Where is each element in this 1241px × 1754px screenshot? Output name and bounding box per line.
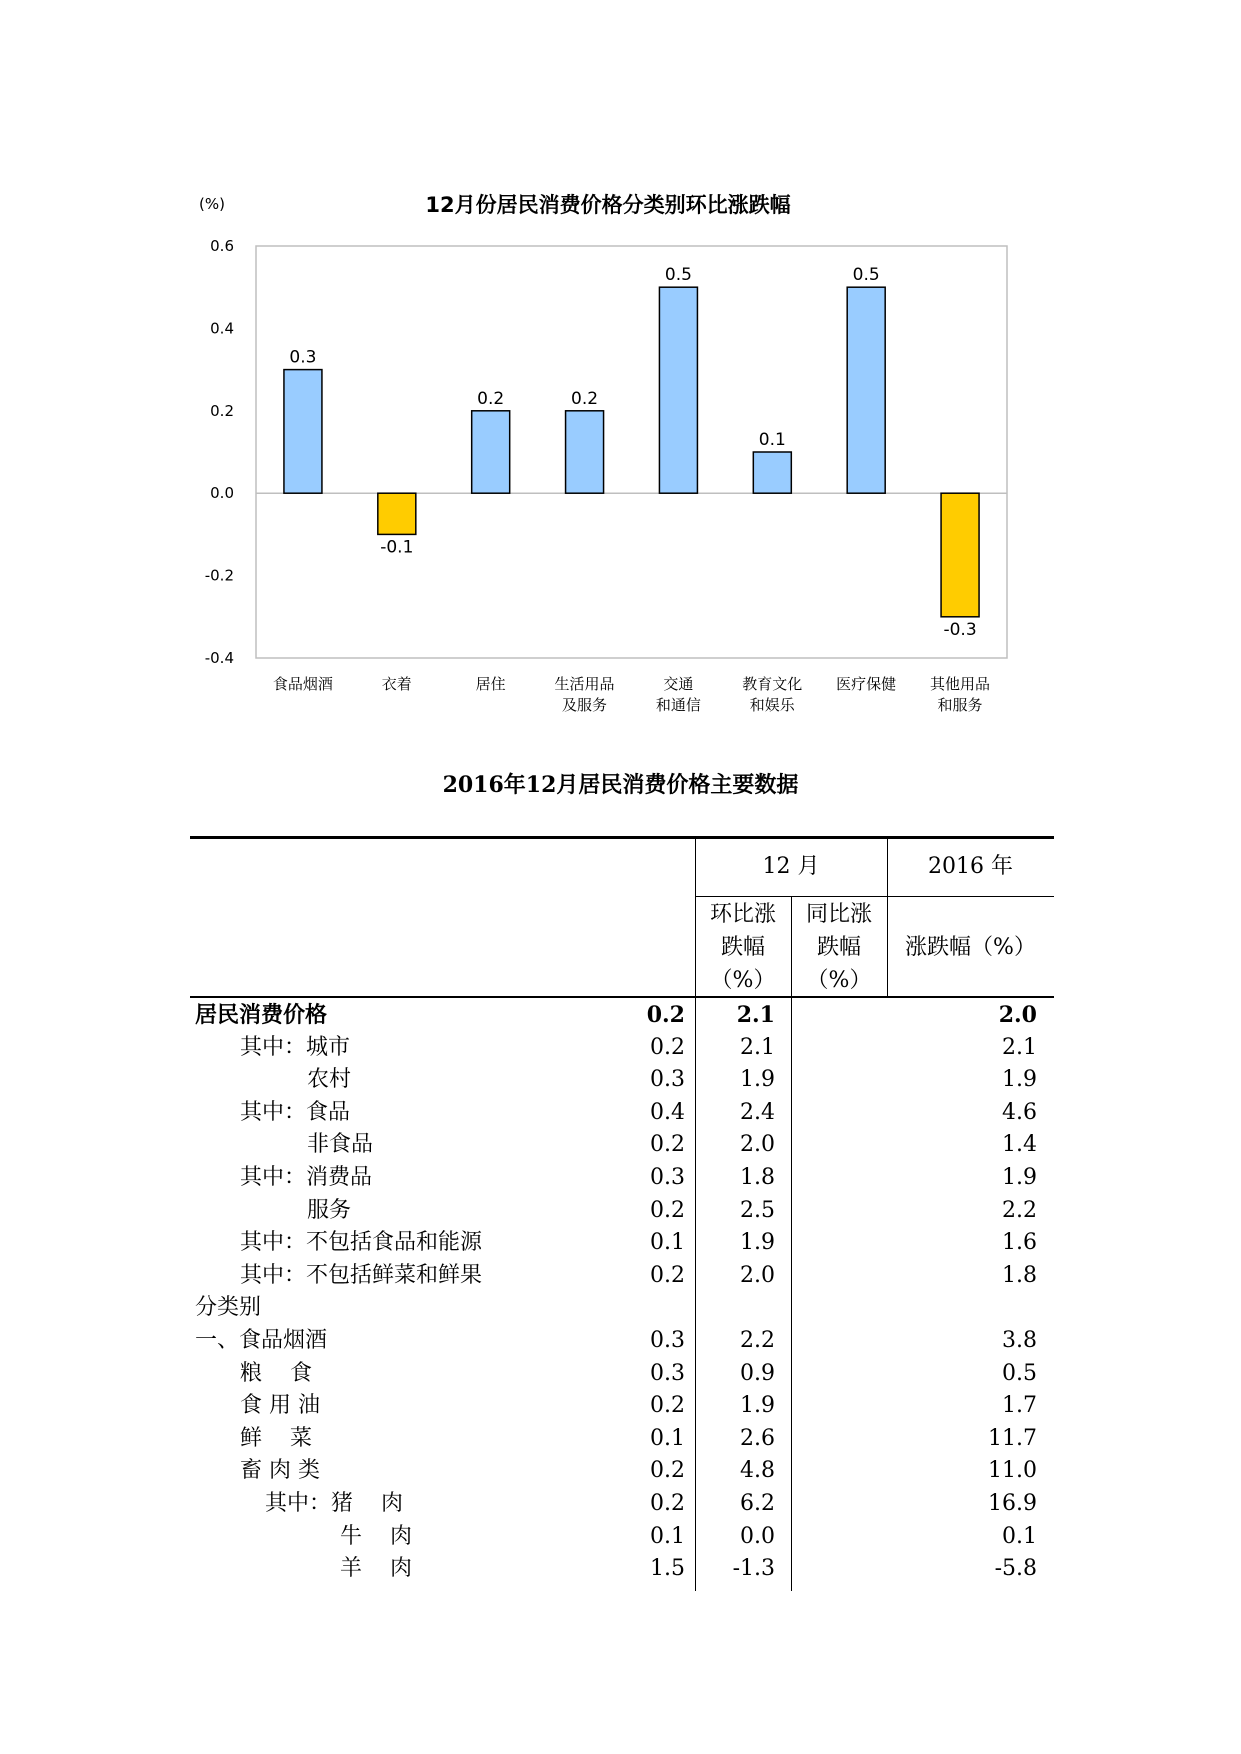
header-sub-rule [695, 896, 1054, 897]
bar [284, 370, 322, 494]
bar-value-label: 0.5 [852, 265, 880, 286]
row-annual-value: 1.6 [1002, 1230, 1037, 1256]
row-mom-value: 0.1 [650, 1523, 685, 1549]
table-row [190, 1455, 1054, 1487]
bar-value-label: -0.3 [943, 619, 977, 640]
row-yoy-value: -1.3 [732, 1556, 775, 1582]
table-row [190, 1097, 1054, 1129]
header-month: 12 月 [762, 854, 820, 879]
row-mom-value: 0.1 [650, 1230, 685, 1256]
y-tick-label: -0.2 [204, 566, 234, 585]
row-yoy-value: 2.4 [740, 1099, 775, 1125]
row-label: 其中：食品 [240, 1099, 351, 1125]
bar [566, 411, 604, 493]
x-category-label: 和娱乐 [749, 696, 795, 714]
row-yoy-value: 1.8 [740, 1165, 775, 1190]
table-row [190, 1032, 1054, 1064]
table-top-rule [190, 836, 1054, 839]
bar-value-label: 0.5 [664, 265, 692, 286]
bar-value-label: 0.3 [289, 347, 317, 368]
row-mom-value: 0.2 [650, 1197, 685, 1223]
row-yoy-value: 2.1 [736, 1002, 775, 1028]
row-annual-value: 1.7 [1002, 1393, 1037, 1419]
row-mom-value: 0.4 [650, 1099, 685, 1125]
table-row [190, 1227, 1054, 1259]
header-yoy: 同比涨 跌幅 （%） [805, 902, 872, 993]
row-mom-value: 0.2 [650, 1458, 685, 1484]
table-row [190, 1129, 1054, 1161]
row-mom-value: 0.2 [650, 1491, 685, 1516]
row-yoy-value: 0.0 [740, 1523, 775, 1549]
bar [847, 287, 885, 493]
row-annual-value: 1.8 [1002, 1262, 1037, 1288]
row-label: 农村 [307, 1067, 352, 1093]
header-bottom-rule [190, 996, 1054, 998]
row-annual-value: 0.1 [1002, 1523, 1037, 1549]
y-tick-label: 0.2 [210, 401, 234, 420]
row-annual-value: 11.0 [988, 1458, 1037, 1484]
table-row [190, 1390, 1054, 1422]
x-category-label: 居住 [475, 675, 506, 693]
row-label: 其中：猪 肉 [265, 1491, 403, 1516]
row-mom-value: 0.3 [650, 1165, 685, 1190]
row-label: 其中：不包括鲜菜和鲜果 [240, 1262, 483, 1288]
x-category-label: 和通信 [655, 696, 701, 714]
y-axis-unit: (%) [199, 195, 225, 213]
bar-value-label: 0.2 [571, 388, 599, 409]
y-tick-label: -0.4 [204, 649, 234, 667]
row-yoy-value: 1.9 [740, 1393, 775, 1419]
row-label: 服务 [307, 1197, 352, 1223]
bar [753, 452, 791, 493]
x-category-label: 教育文化 [742, 675, 803, 693]
row-yoy-value: 0.9 [740, 1360, 775, 1386]
row-annual-value: 0.5 [1002, 1360, 1037, 1386]
y-tick-label: 0.6 [210, 237, 234, 255]
bar [941, 493, 979, 617]
table-row [190, 999, 1054, 1031]
row-mom-value: 0.3 [650, 1360, 685, 1386]
x-category-label: 和服务 [937, 696, 983, 714]
table-row [190, 1553, 1054, 1585]
x-category-label: 其他用品 [930, 675, 991, 693]
bar-value-label: 0.1 [758, 430, 786, 450]
header-mom: 环比涨 跌幅 （%） [709, 902, 776, 993]
table-row [190, 1162, 1054, 1194]
row-label: 其中：城市 [240, 1034, 351, 1060]
table-row [190, 1260, 1054, 1292]
table-row [190, 1521, 1054, 1553]
y-tick-label: 0.4 [210, 319, 234, 338]
row-label: 其中：消费品 [240, 1165, 373, 1190]
bar [472, 411, 510, 493]
row-yoy-value: 2.6 [740, 1425, 775, 1451]
table-row [190, 1064, 1054, 1096]
row-annual-value: 1.9 [1002, 1165, 1037, 1190]
row-yoy-value: 1.9 [740, 1067, 775, 1093]
bar-value-label: -0.1 [380, 537, 414, 558]
row-annual-value: 2.2 [1002, 1197, 1037, 1223]
row-annual-value: 4.6 [1002, 1099, 1037, 1125]
row-label: 食 用 油 [240, 1393, 320, 1419]
row-annual-value: 2.1 [1002, 1034, 1037, 1060]
table-row [190, 1488, 1054, 1520]
x-category-label: 医疗保健 [836, 675, 897, 693]
row-label: 粮 食 [240, 1360, 312, 1386]
row-annual-value: 2.0 [998, 1002, 1037, 1028]
header-year: 2016 年 [928, 854, 1013, 879]
x-category-label: 及服务 [562, 696, 608, 714]
table-row [190, 1325, 1054, 1357]
table-title: 2016年12月居民消费价格主要数据 [442, 772, 799, 798]
x-category-label: 生活用品 [554, 675, 615, 693]
bar [378, 493, 416, 534]
table-row [190, 1195, 1054, 1227]
row-yoy-value: 4.8 [740, 1458, 775, 1484]
row-label: 羊 肉 [340, 1556, 412, 1582]
row-annual-value: 1.4 [1002, 1132, 1037, 1158]
row-label: 非食品 [307, 1132, 374, 1158]
row-label: 一、食品烟酒 [195, 1328, 328, 1353]
table-row [190, 1423, 1054, 1455]
row-label: 牛 肉 [340, 1523, 412, 1549]
bar [659, 287, 697, 493]
row-annual-value: 11.7 [988, 1425, 1037, 1451]
x-category-label: 衣着 [381, 675, 412, 693]
table-row [190, 1292, 1054, 1324]
x-category-label: 食品烟酒 [272, 675, 333, 693]
row-yoy-value: 2.0 [740, 1262, 775, 1288]
row-annual-value: 1.9 [1002, 1067, 1037, 1093]
row-yoy-value: 2.2 [740, 1328, 775, 1353]
table-row [190, 1358, 1054, 1390]
row-yoy-value: 1.9 [740, 1230, 775, 1256]
row-mom-value: 0.3 [650, 1328, 685, 1353]
row-mom-value: 0.2 [650, 1034, 685, 1060]
row-annual-value: 16.9 [988, 1491, 1037, 1516]
bar-value-label: 0.2 [477, 388, 505, 409]
row-mom-value: 0.2 [650, 1262, 685, 1288]
y-tick-label: 0.0 [210, 484, 234, 503]
row-label: 畜 肉 类 [240, 1458, 320, 1484]
row-label: 分类别 [195, 1295, 262, 1321]
row-mom-value: 1.5 [650, 1556, 685, 1582]
row-mom-value: 0.2 [650, 1393, 685, 1419]
plot-frame [256, 246, 1007, 658]
row-label: 居民消费价格 [195, 1002, 328, 1028]
row-annual-value: 3.8 [1002, 1328, 1037, 1353]
row-annual-value: -5.8 [994, 1556, 1037, 1582]
row-yoy-value: 2.5 [740, 1197, 775, 1223]
bar-chart [0, 0, 1241, 740]
row-label: 其中：不包括食品和能源 [240, 1230, 483, 1256]
row-label: 鲜 菜 [240, 1425, 312, 1451]
row-mom-value: 0.2 [646, 1002, 685, 1028]
row-mom-value: 0.3 [650, 1067, 685, 1093]
header-annual: 涨跌幅（%） [905, 935, 1036, 960]
row-yoy-value: 2.0 [740, 1132, 775, 1158]
x-category-label: 交通 [663, 675, 694, 693]
row-mom-value: 0.2 [650, 1132, 685, 1158]
row-yoy-value: 6.2 [740, 1491, 775, 1516]
chart-title: 12月份居民消费价格分类别环比涨跌幅 [425, 193, 791, 217]
row-yoy-value: 2.1 [740, 1034, 775, 1060]
row-mom-value: 0.1 [650, 1425, 685, 1451]
